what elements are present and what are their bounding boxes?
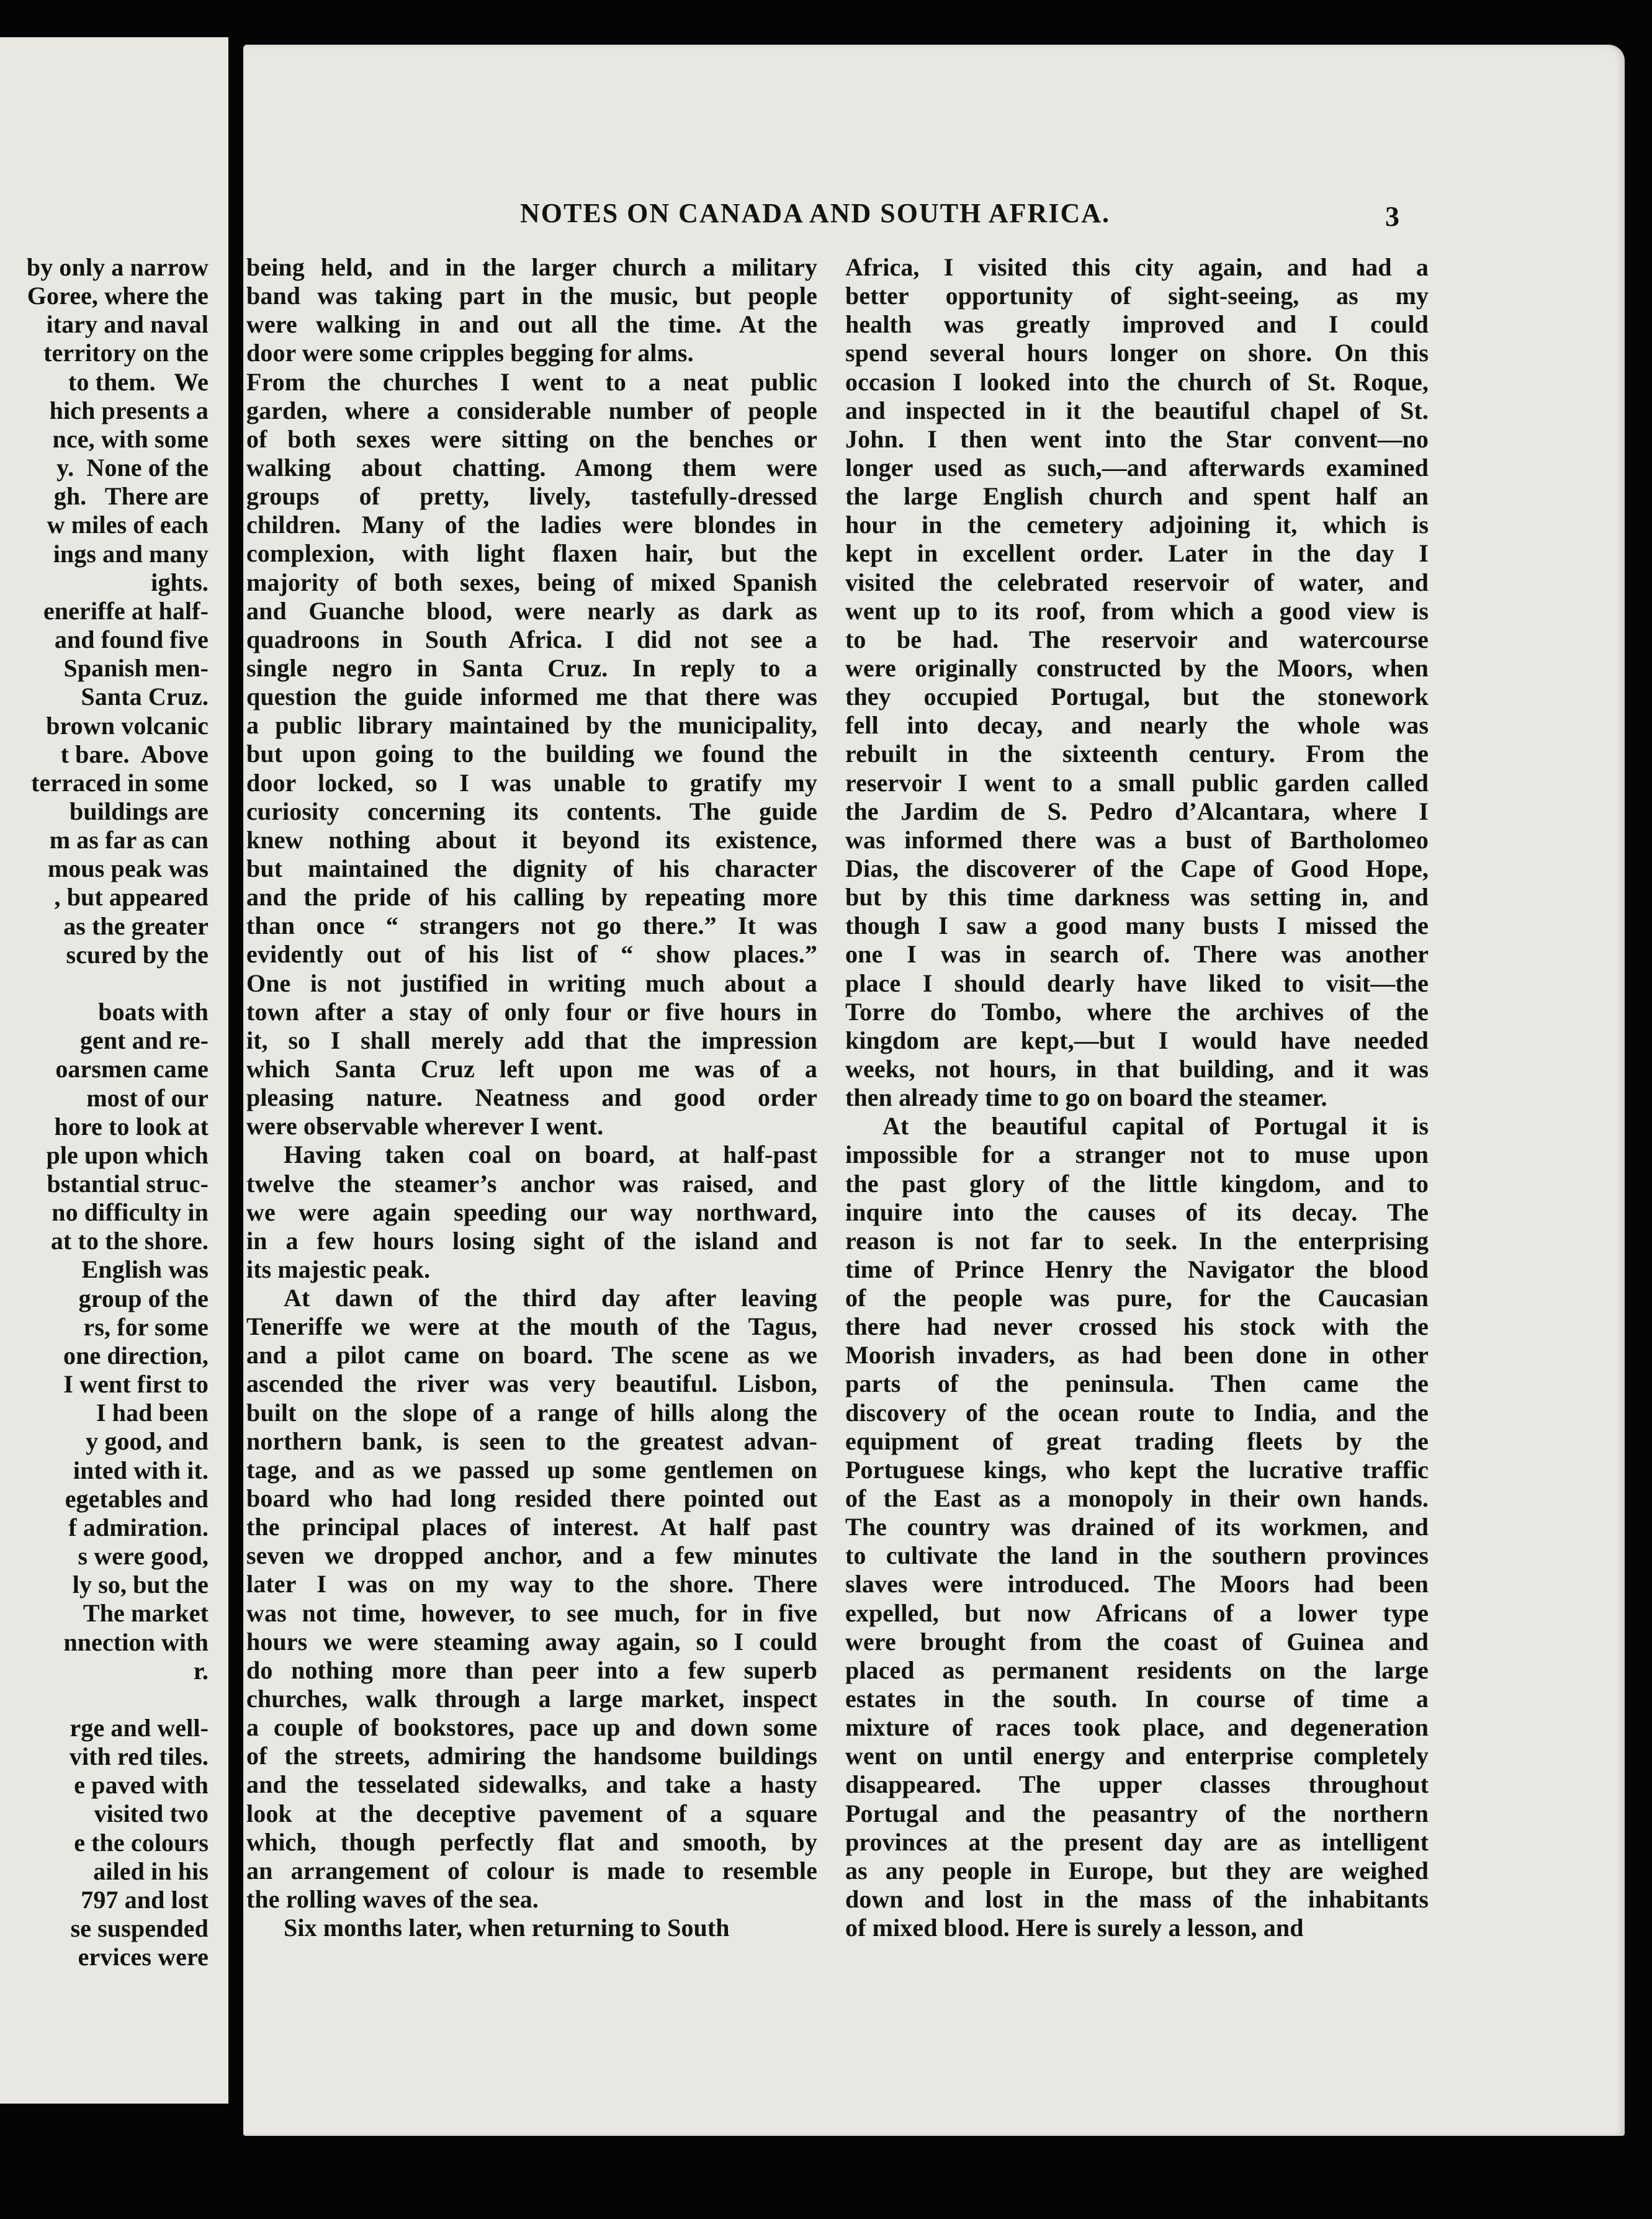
text-line: I had been <box>96 1399 209 1427</box>
text-line: From the churches I went to a neat public <box>246 367 817 396</box>
text-line <box>0 969 228 998</box>
text-line: Portugal and the peasantry of the northern <box>845 1799 1429 1827</box>
text-line: in a few hours losing sight of the island and <box>246 1226 817 1255</box>
text-line: rge and well- <box>70 1713 209 1742</box>
text-line: health was greatly improved and I could <box>845 310 1429 339</box>
text-line: then already time to go on board the steamer. <box>845 1083 1327 1112</box>
text-line: impossible for a stranger not to muse upon <box>845 1141 1429 1169</box>
text-line: At dawn of the third day after leaving <box>284 1284 817 1312</box>
text-line: of the East as a monopoly in their own hands. <box>845 1484 1429 1513</box>
text-line: an arrangement of colour is made to resemble <box>246 1856 817 1885</box>
text-line: a couple of bookstores, pace up and down some <box>246 1713 817 1742</box>
text-line: to them. We <box>68 367 209 396</box>
text-line: northern bank, is seen to the greatest advan- <box>246 1427 817 1455</box>
text-line: fell into decay, and nearly the whole was <box>845 711 1429 740</box>
text-line: ings and many <box>53 539 209 568</box>
text-line: bstantial struc- <box>47 1170 209 1198</box>
text-line: boats with <box>98 998 209 1026</box>
text-line: s were good, <box>78 1542 209 1571</box>
text-line: m as far as can <box>49 826 209 854</box>
text-line: children. Many of the ladies were blondes in <box>246 511 817 539</box>
text-line: by only a narrow <box>26 253 209 281</box>
text-line: the Jardim de S. Pedro d’Alcantara, where I <box>845 797 1429 825</box>
text-line: The country was drained of its workmen, and <box>845 1513 1429 1541</box>
text-line: the rolling waves of the sea. <box>246 1885 539 1914</box>
text-line: visited two <box>94 1800 209 1828</box>
page-number: 3 <box>1385 200 1399 232</box>
text-line: vith red tiles. <box>69 1742 209 1771</box>
text-line: and the tesselated sidewalks, and take a hasty <box>246 1770 817 1799</box>
text-line: than once “ strangers not go there.” It was <box>246 912 817 940</box>
text-line: visited the celebrated reservoir of water, and <box>845 568 1429 596</box>
text-line: but by this time darkness was setting in, and <box>845 883 1429 912</box>
text-line: weeks, not hours, in that building, and it was <box>845 1054 1429 1083</box>
text-line: reservoir I went to a small public garden called <box>845 768 1429 797</box>
text-line: hore to look at <box>54 1112 209 1141</box>
text-line: Portuguese kings, who kept the lucrative traffic <box>845 1455 1429 1484</box>
text-line: mixture of races took place, and degeneration <box>845 1713 1429 1742</box>
text-line: as any people in Europe, but they are weighed <box>845 1856 1429 1885</box>
text-line: were walking in and out all the time. At the <box>246 310 817 339</box>
text-line: nce, with some <box>52 424 209 453</box>
text-line: inquire into the causes of its decay. The <box>845 1198 1429 1226</box>
facing-page-text <box>0 253 228 1971</box>
text-line: hours we were steaming away again, so I could <box>246 1627 817 1656</box>
text-line: built on the slope of a range of hills along the <box>246 1398 817 1427</box>
text-line: a public library maintained by the municipality, <box>246 711 817 740</box>
text-line: door were some cripples begging for alms. <box>246 339 694 367</box>
text-line: One is not justified in writing much about a <box>246 969 817 997</box>
text-line: estates in the south. In course of time a <box>845 1685 1429 1713</box>
text-line: kingdom are kept,—but I would have needed <box>845 1026 1429 1054</box>
text-line: ple upon which <box>46 1141 209 1169</box>
text-line: terraced in some <box>31 768 209 797</box>
text-line: the past glory of the little kingdom, and to <box>845 1169 1429 1198</box>
text-line: gent and re- <box>79 1026 209 1055</box>
text-line: ly so, but the <box>72 1571 209 1599</box>
text-line: later I was on my way to the shore. There <box>246 1570 817 1598</box>
text-line: and a pilot came on board. The scene as we <box>246 1341 817 1370</box>
text-line: curiosity concerning its contents. The guide <box>246 797 817 825</box>
text-line: mous peak was <box>47 854 209 883</box>
text-line: door locked, so I was unable to gratify my <box>246 768 817 797</box>
text-line: group of the <box>78 1284 209 1312</box>
text-line: Africa, I visited this city again, and had a <box>845 253 1429 281</box>
text-line: Having taken coal on board, at half-past <box>284 1141 817 1169</box>
text-line: went up to its roof, from which a good view is <box>845 596 1429 625</box>
text-line: brown volcanic <box>46 711 209 740</box>
text-line: Dias, the discoverer of the Cape of Good Hope, <box>845 854 1429 882</box>
text-line: churches, walk through a large market, inspect <box>246 1685 817 1713</box>
text-line: longer used as such,—and afterwards examined <box>845 453 1429 482</box>
running-title: NOTES ON CANADA AND SOUTH AFRICA. <box>520 198 1111 228</box>
text-line: territory on the <box>43 339 209 367</box>
text-line: egetables and <box>65 1484 209 1513</box>
text-line: was not time, however, to see much, for in five <box>246 1598 817 1627</box>
text-line: single negro in Santa Cruz. In reply to a <box>246 653 817 682</box>
text-line: Spanish men- <box>63 654 209 683</box>
text-line: knew nothing about it beyond its existence, <box>246 825 817 854</box>
text-line <box>0 1685 228 1714</box>
text-column-right <box>845 253 1429 1942</box>
text-line: hich presents a <box>49 396 209 424</box>
text-line: were brought from the coast of Guinea and <box>845 1627 1429 1656</box>
text-line: but maintained the dignity of his character <box>246 854 817 882</box>
text-line: Six months later, when returning to South <box>284 1914 730 1942</box>
text-line: walking about chatting. Among them were <box>246 453 817 482</box>
text-line: of both sexes were sitting on the benches or <box>246 424 817 453</box>
text-line: as the greater <box>63 912 209 940</box>
text-line: complexion, with light flaxen hair, but the <box>246 539 817 568</box>
text-line: garden, where a considerable number of people <box>246 396 817 424</box>
text-line: John. I then went into the Star convent—no <box>845 424 1429 453</box>
text-line: spend several hours longer on shore. On this <box>845 339 1429 367</box>
text-line: band was taking part in the music, but people <box>246 282 817 310</box>
text-line: I went first to <box>63 1370 209 1399</box>
text-line: time of Prince Henry the Navigator the blood <box>845 1255 1429 1283</box>
text-line: , but appeared <box>54 883 209 912</box>
text-line: the principal places of interest. At half past <box>246 1513 817 1541</box>
text-line: to be had. The reservoir and watercourse <box>845 625 1429 653</box>
text-line: do nothing more than peer into a few superb <box>246 1656 817 1684</box>
text-line: parts of the peninsula. Then came the <box>845 1370 1429 1398</box>
text-line: provinces at the present day are as intelligent <box>845 1827 1429 1856</box>
text-line: place I should dearly have liked to visit—the <box>845 969 1429 997</box>
text-line: we were again speeding our way northward, <box>246 1198 817 1226</box>
text-line: and Guanche blood, were nearly as dark as <box>246 596 817 625</box>
text-line: to cultivate the land in the southern provinces <box>845 1541 1429 1570</box>
text-line: down and lost in the mass of the inhabitants <box>845 1885 1429 1914</box>
text-line: The market <box>83 1599 209 1628</box>
text-line: w miles of each <box>47 511 209 539</box>
text-line: tage, and as we passed up some gentlemen on <box>246 1455 817 1484</box>
text-line: though I saw a good many busts I missed the <box>845 912 1429 940</box>
text-line: of the people was pure, for the Caucasian <box>845 1284 1429 1312</box>
text-line: occasion I looked into the church of St. Roque, <box>845 367 1429 396</box>
page-gutter <box>228 0 243 2219</box>
text-line: ervices were <box>78 1943 209 1971</box>
text-line: most of our <box>86 1083 209 1112</box>
text-line: ights. <box>151 568 209 596</box>
text-line: one I was in search of. There was another <box>845 940 1429 969</box>
text-line: y. None of the <box>56 454 209 482</box>
text-line: being held, and in the larger church a military <box>246 253 817 281</box>
text-line: town after a stay of only four or five hours in <box>246 997 817 1026</box>
text-line: no difficulty in <box>52 1198 209 1227</box>
text-line: slaves were introduced. The Moors had been <box>845 1570 1429 1598</box>
text-line: better opportunity of sight-seeing, as my <box>845 282 1429 310</box>
text-line: quadroons in South Africa. I did not see a <box>246 625 817 653</box>
text-line: Torre do Tombo, where the archives of the <box>845 997 1429 1026</box>
text-line: r. <box>193 1656 209 1685</box>
text-line: rs, for some <box>83 1312 209 1341</box>
text-line: e the colours <box>74 1828 209 1857</box>
text-line: went on until energy and enterprise completely <box>845 1742 1429 1770</box>
text-line: there had never crossed his stock with the <box>845 1312 1429 1341</box>
text-line: eneriffe at half- <box>43 596 209 625</box>
text-line: English was <box>81 1255 209 1284</box>
text-line: one direction, <box>63 1341 209 1370</box>
text-line: which Santa Cruz left upon me was of a <box>246 1054 817 1083</box>
text-line: Santa Cruz. <box>81 683 209 711</box>
text-line: of mixed blood. Here is surely a lesson, and <box>845 1914 1304 1942</box>
text-line: oarsmen came <box>55 1055 209 1083</box>
text-line: twelve the steamer’s anchor was raised, and <box>246 1169 817 1198</box>
text-line: they occupied Portugal, but the stonework <box>845 683 1429 711</box>
text-line: seven we dropped anchor, and a few minutes <box>246 1541 817 1570</box>
text-line: nnection with <box>63 1628 209 1656</box>
text-line: but upon going to the building we found the <box>246 740 817 768</box>
text-line: se suspended <box>70 1914 209 1943</box>
text-line: equipment of great trading fleets by the <box>845 1427 1429 1455</box>
text-line: look at the deceptive pavement of a square <box>246 1799 817 1827</box>
text-line: expelled, but now Africans of a lower type <box>845 1598 1429 1627</box>
text-line: inted with it. <box>73 1456 209 1484</box>
text-line: of the streets, admiring the handsome buildings <box>246 1742 817 1770</box>
text-line: y good, and <box>86 1427 209 1456</box>
text-line: kept in excellent order. Later in the day I <box>845 539 1429 568</box>
text-line: itary and naval <box>46 310 209 339</box>
text-line: board who had long resided there pointed out <box>246 1484 817 1513</box>
text-line: was informed there was a bust of Bartholomeo <box>845 825 1429 854</box>
text-line: the large English church and spent half an <box>845 482 1429 511</box>
text-line: ailed in his <box>93 1857 209 1885</box>
text-line: discovery of the ocean route to India, and the <box>845 1398 1429 1427</box>
text-line: evidently out of his list of “ show places.” <box>246 940 817 969</box>
text-line: and the pride of his calling by repeating more <box>246 883 817 912</box>
text-line: buildings are <box>70 797 209 825</box>
text-line: it, so I shall merely add that the impression <box>246 1026 817 1054</box>
text-line: majority of both sexes, being of mixed Spanish <box>246 568 817 596</box>
text-line: placed as permanent residents on the large <box>845 1656 1429 1684</box>
text-line: hour in the cemetery adjoining it, which is <box>845 511 1429 539</box>
text-line: At the beautiful capital of Portugal it is <box>882 1112 1429 1141</box>
text-line: its majestic peak. <box>246 1255 431 1283</box>
text-line: were originally constructed by the Moors, when <box>845 653 1429 682</box>
text-line: gh. There are <box>53 482 209 511</box>
text-line: 797 and lost <box>81 1885 209 1914</box>
text-column-left <box>246 253 817 1942</box>
text-line: pleasing nature. Neatness and good order <box>246 1083 817 1112</box>
text-line: and found five <box>54 625 209 654</box>
text-line: rebuilt in the sixteenth century. From the <box>845 740 1429 768</box>
text-line: disappeared. The upper classes throughout <box>845 1770 1429 1799</box>
text-line: f admiration. <box>68 1513 209 1541</box>
text-line: ascended the river was very beautiful. Lisbon, <box>246 1370 817 1398</box>
text-line: which, though perfectly flat and smooth, by <box>246 1827 817 1856</box>
text-line: t bare. Above <box>60 740 209 768</box>
text-line: were observable wherever I went. <box>246 1112 604 1141</box>
text-line: e paved with <box>74 1771 209 1800</box>
text-line: at to the shore. <box>50 1227 209 1255</box>
text-line: reason is not far to seek. In the enterprising <box>845 1226 1429 1255</box>
text-line: and inspected in it the beautiful chapel of St. <box>845 396 1429 424</box>
text-line: Goree, where the <box>27 282 209 310</box>
text-line: Moorish invaders, as had been done in other <box>845 1341 1429 1370</box>
text-line: groups of pretty, lively, tastefully-dressed <box>246 482 817 511</box>
text-line: question the guide informed me that there was <box>246 683 817 711</box>
text-line: scured by the <box>66 940 209 969</box>
text-line: Teneriffe we were at the mouth of the Tagus, <box>246 1312 817 1341</box>
